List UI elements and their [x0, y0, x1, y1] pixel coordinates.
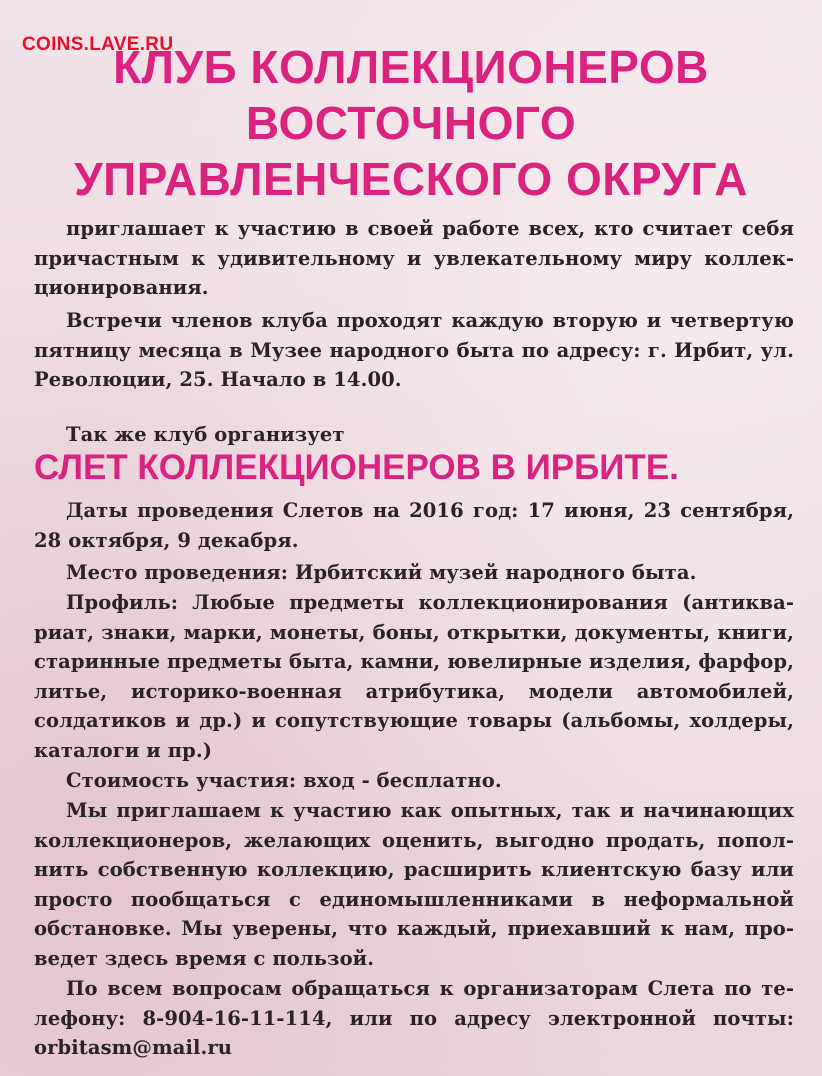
venue-paragraph: Место проведения: Ирбитский музей народного быта.	[66, 561, 697, 584]
also-organizes-line: Так же клуб организует	[66, 423, 345, 446]
title-line-2: ВОСТОЧНОГО	[245, 97, 577, 149]
site-watermark: COINS.LAVE.RU	[22, 34, 174, 55]
contact-paragraph: По всем вопросам обращаться к организаторам Слета по телефону: 8-904-16-11-114, или по адресу электронной почты: orbitasm@mail.ru	[34, 977, 794, 1059]
intro-paragraph: приглашает к участию в своей работе всех, кто считает себя причастным к удивительному и увлекательному миру коллекционирования.	[34, 217, 794, 299]
meetings-paragraph: Встречи членов клуба проходят каждую вторую и четвертую пятницу месяца в Музее народного быта по адресу: г. Ирбит, ул. Революции, 25. Начало в 14.00.	[34, 309, 794, 391]
title-line-1: КЛУБ КОЛЛЕКЦИОНЕРОВ	[113, 41, 709, 93]
dates-paragraph: Даты проведения Слетов на 2016 год: 17 июня, 23 сентября, 28 октября, 9 декабря.	[34, 499, 794, 552]
invite-paragraph: Мы приглашаем к участию как опытных, так и начинающих коллекционеров, желающих оценить, выгодно продать, пополнить собственную коллекцию, расширить клиентскую базу или просто пообщаться с единомышленниками в неформальной обстановке. Мы уверены, что каждый, приехавший к нам, проведет здесь время с пользой.	[34, 799, 794, 970]
cost-paragraph: Стоимость участия: вход - бесплатно.	[66, 769, 502, 792]
title-line-3: УПРАВЛЕНЧЕСКОГО ОКРУГА	[74, 153, 748, 205]
event-subtitle: СЛЕТ КОЛЛЕКЦИОНЕРОВ В ИРБИТЕ.	[34, 448, 679, 487]
profile-paragraph: Профиль: Любые предметы коллекционирования (антиквариат, знаки, марки, монеты, боны, открытки, документы, книги, старинные предметы быта, камни, ювелирные изделия, фарфор, литье, историко-военная атрибутика, модели автомобилей, солдатиков и др.) и сопутствующие товары (альбомы, холдеры, каталоги и пр.)	[34, 591, 794, 762]
